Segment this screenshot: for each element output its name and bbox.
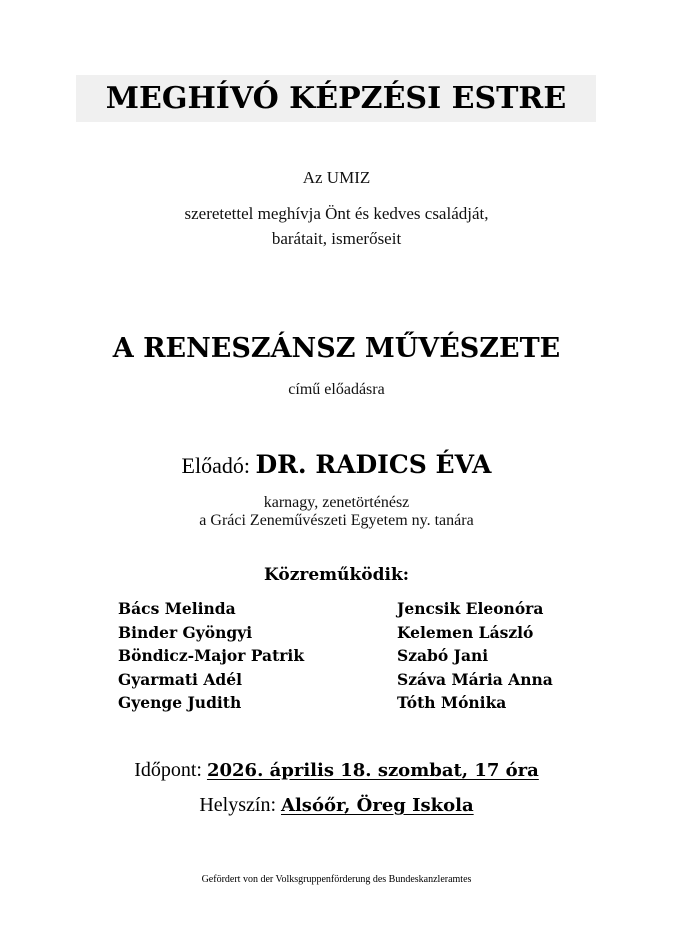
presenter-label: Előadó:	[181, 453, 250, 478]
event-place	[0, 794, 673, 817]
invitation-line-1: szeretettel meghívja Önt és kedves családját,	[184, 204, 489, 223]
contributor: Gyarmati Adél	[118, 669, 242, 689]
contributor: Jencsik Eleonóra	[397, 599, 544, 618]
organizer: Az UMIZ	[302, 168, 371, 187]
contributors-left	[118, 597, 304, 715]
contributors-right	[397, 597, 553, 715]
presenter-role-1: karnagy, zenetörténész	[263, 494, 410, 511]
place-label: Helyszín:	[199, 794, 276, 816]
page-title: MEGHÍVÓ KÉPZÉSI ESTRE	[105, 81, 567, 116]
presenter-role-2: a Gráci Zeneművészeti Egyetem ny. tanára	[199, 512, 474, 529]
contributor: Gyenge Judith	[118, 693, 242, 712]
contributors-heading: Közreműködik:	[263, 565, 410, 585]
time-label: Időpont:	[134, 759, 202, 781]
lecture-subtitle: című előadásra	[288, 381, 385, 398]
place-value: Alsóőr, Öreg Iskola	[281, 795, 474, 816]
presenter-line	[0, 450, 673, 479]
contributor: Kelemen László	[397, 622, 534, 642]
event-time	[0, 759, 673, 782]
time-value: 2026. április 18. szombat, 17 óra	[206, 760, 539, 781]
contributor: Szabó Jani	[397, 646, 489, 665]
presenter-name: DR. RADICS ÉVA	[255, 450, 492, 479]
invitation-line-2: barátait, ismerőseit	[271, 229, 402, 248]
contributor: Bács Melinda	[118, 599, 236, 618]
contributor: Száva Mária Anna	[397, 669, 553, 689]
lecture-title: A RENESZÁNSZ MŰVÉSZETE	[112, 333, 561, 364]
funding-note: Gefördert von der Volksgruppenförderung des Bundeskanzleramtes	[201, 874, 472, 885]
contributor: Binder Gyöngyi	[118, 622, 253, 642]
contributor: Böndicz-Major Patrik	[118, 646, 305, 665]
contributor: Tóth Mónika	[397, 693, 507, 712]
